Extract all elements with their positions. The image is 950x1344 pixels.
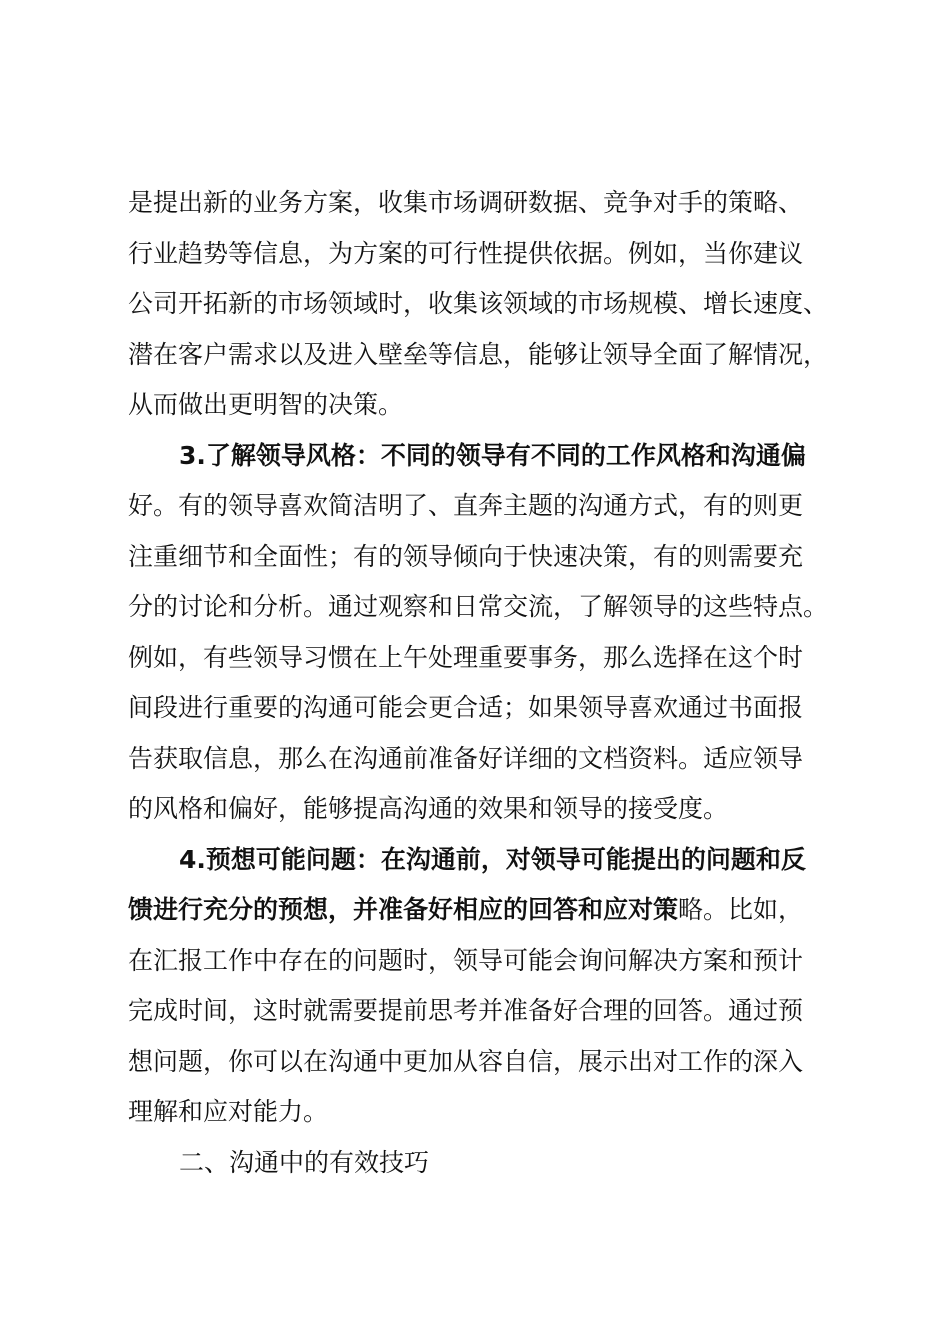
- text-line: 间段进行重要的沟通可能会更合适；如果领导喜欢通过书面报: [128, 693, 804, 722]
- text-line: 的风格和偏好，能够提高沟通的效果和领导的接受度。: [128, 794, 729, 823]
- text-line: 完成时间，这时就需要提前思考并准备好合理的回答。通过预: [128, 996, 804, 1025]
- text-line: 在汇报工作中存在的问题时，领导可能会询问解决方案和预计: [128, 945, 804, 975]
- text-line: 理解和应对能力。: [128, 1097, 329, 1126]
- text-line: 行业趋势等信息，为方案的可行性提供依据。例如，当你建议: [128, 238, 804, 268]
- section-heading: 二、沟通中的有效技巧: [179, 1147, 430, 1177]
- text-line: 从而做出更明智的决策。: [128, 390, 404, 419]
- heading-continuation: 馈进行充分的预想，并准备好相应的回答和应对策: [128, 895, 679, 924]
- text-line: 注重细节和全面性；有的领导倾向于快速决策，有的则需要充: [128, 541, 804, 571]
- paragraph-heading: 4.预想可能问题：在沟通前，对领导可能提出的问题和反: [179, 844, 806, 874]
- text-line: 例如，有些领导习惯在上午处理重要事务，那么选择在这个时: [128, 642, 804, 672]
- text-line: 分的讨论和分析。通过观察和日常交流，了解领导的这些特点。: [128, 592, 829, 621]
- text-line: [128, 885, 838, 936]
- text-line: [128, 481, 838, 532]
- text-segment: 略。比如，: [678, 895, 804, 924]
- text-line: 公司开拓新的市场领域时，收集该领域的市场规模、增长速度、: [128, 289, 829, 318]
- text-line: 是提出新的业务方案，收集市场调研数据、竞争对手的策略、: [128, 188, 804, 217]
- text-line: 潜在客户需求以及进入壁垒等信息，能够让领导全面了解情况，: [128, 339, 829, 369]
- document-body: [128, 178, 838, 1188]
- paragraph-1: [128, 178, 838, 431]
- text-segment: 。有的领导喜欢简洁明了、直奔主题的沟通方式，有的则更: [153, 491, 804, 520]
- text-line: 告获取信息，那么在沟通前准备好详细的文档资料。适应领导: [128, 743, 804, 773]
- paragraph-2: [128, 431, 838, 835]
- text-line: 想问题，你可以在沟通中更加从容自信，展示出对工作的深入: [128, 1046, 804, 1076]
- paragraph-3: [128, 835, 838, 1138]
- paragraph-heading: 3.了解领导风格：不同的领导有不同的工作风格和沟通偏: [179, 440, 806, 470]
- heading-tail: 好: [128, 491, 154, 520]
- section-2: [128, 1138, 838, 1189]
